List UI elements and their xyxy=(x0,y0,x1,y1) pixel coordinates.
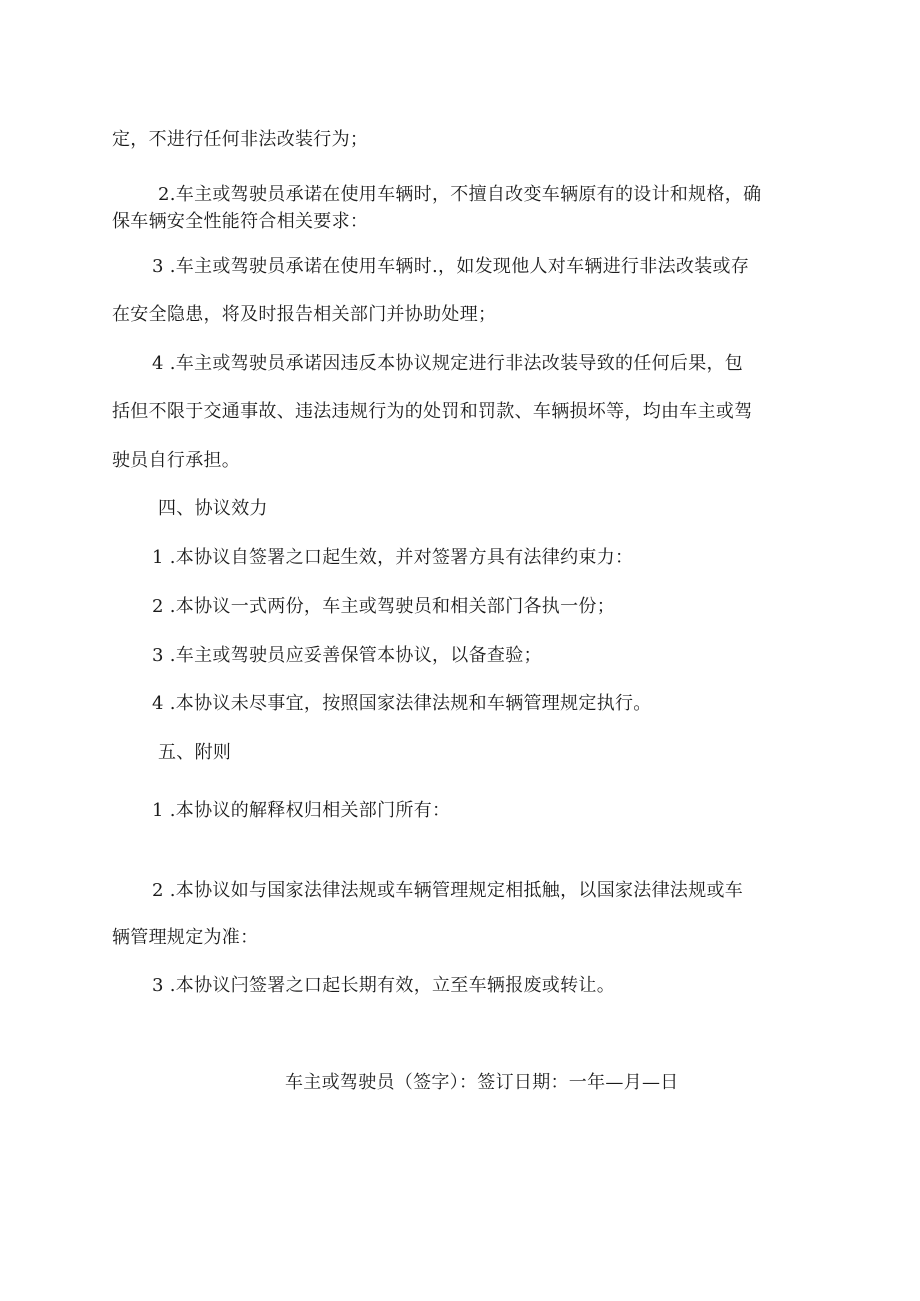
clause-5-2-line-2: 辆管理规定为准： xyxy=(112,927,259,948)
clause-3-3-line-1: 3 .车主或驾驶员承诺在使用车辆时.，如发现他人对车辆进行非法改装或存 xyxy=(152,256,750,277)
clause-3-4-line-1: 4 .车主或驾驶员承诺因违反本协议规定进行非法改装导致的任何后果，包 xyxy=(152,353,744,374)
clause-3-4-line-2: 括但不限于交通事故、违法违规行为的处罚和罚款、车辆损坏等，均由车主或驾 xyxy=(112,401,753,422)
clause-4-2: 2 .本协议一式两份，车主或驾驶员和相关部门各执一份； xyxy=(152,596,615,617)
clause-3-2-line-2: 保车辆安全性能符合相关要求： xyxy=(112,211,369,232)
clause-5-1: 1 .本协议的解释权归相关部门所有： xyxy=(152,800,451,821)
clause-5-3: 3 .本协议闩签署之口起长期有效，立至车辆报废或转让。 xyxy=(152,975,615,996)
section-5-heading: 五、附则 xyxy=(158,742,232,763)
section-4-heading: 四、协议效力 xyxy=(158,498,268,519)
clause-4-1: 1 .本协议自签署之口起生效，并对签署方具有法律约束力： xyxy=(152,547,634,568)
clause-3-4-line-3: 驶员自行承担。 xyxy=(112,450,241,471)
signature-line: 车主或驾驶员（签字）：签订日期：一年—月—日 xyxy=(285,1072,679,1093)
clause-4-3: 3 .车主或驾驶员应妥善保管本协议，以备查验； xyxy=(152,645,542,666)
clause-3-2-line-1: 2.车主或驾驶员承诺在使用车辆时，不擅自改变车辆原有的设计和规格，确 xyxy=(158,184,762,205)
clause-5-2-line-1: 2 .本协议如与国家法律法规或车辆管理规定相抵触，以国家法律法规或车 xyxy=(152,880,744,901)
clause-3-3-line-2: 在安全隐患，将及时报告相关部门并协助处理； xyxy=(112,304,497,325)
clause-4-4: 4 .本协议未尽事宜，按照国家法律法规和车辆管理规定执行。 xyxy=(152,693,652,714)
text-line-1: 定，不进行任何非法改装行为； xyxy=(112,129,369,150)
